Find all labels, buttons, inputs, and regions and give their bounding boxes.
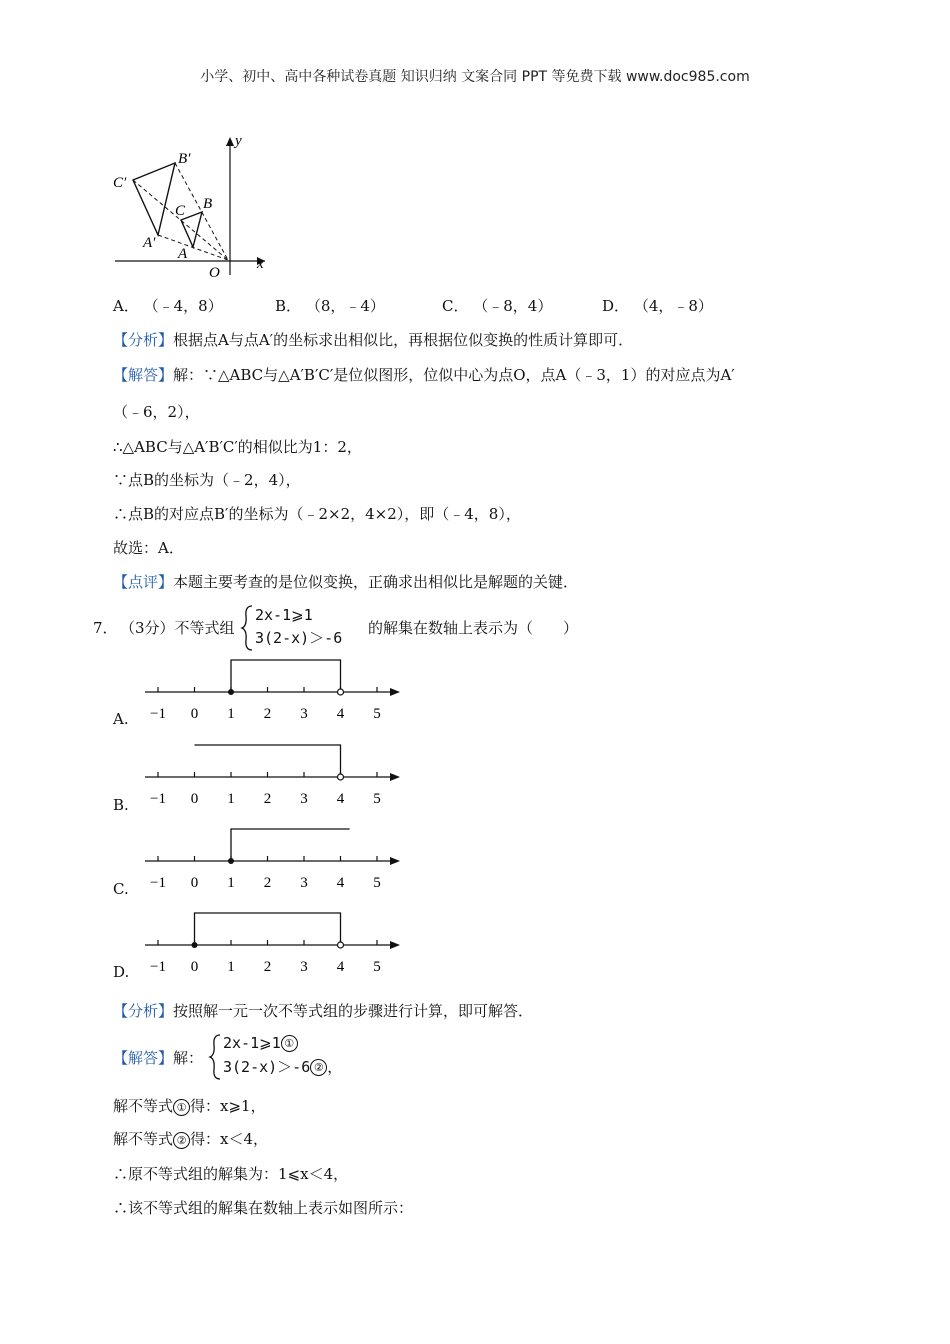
q6-comment: 【点评】本题主要考查的是位似变换，正确求出相似比是解题的关键． xyxy=(113,573,579,591)
number-line-tick-label: 3 xyxy=(300,706,308,722)
homothety-figure xyxy=(105,125,285,285)
q6-answer-line5: ∴点B的对应点B′的坐标为（﹣2×2，4×2），即（﹣4，8）， xyxy=(113,505,521,523)
q6-option-a: A． （﹣4，8） xyxy=(113,297,223,315)
y-axis-arrow xyxy=(226,137,234,146)
label-a-prime: A′ xyxy=(143,235,156,251)
q7-step4: ∴该不等式组的解集在数轴上表示如图所示： xyxy=(113,1199,414,1217)
number-line-tick-label: 5 xyxy=(373,791,381,807)
number-line-tick-label: −1 xyxy=(150,706,166,722)
label-b-prime: B′ xyxy=(178,151,191,167)
q6-answer-line1: 【解答】解：∵△ABC与△A′B′C′是位似图形，位似中心为点O，点A（﹣3，1）的对应点为A′ xyxy=(113,366,735,384)
q7-number: 7． xyxy=(93,619,118,637)
q7-step3: ∴原不等式组的解集为：1⩽x＜4， xyxy=(113,1165,349,1183)
closed-endpoint xyxy=(228,689,234,695)
q6-analysis: 【分析】根据点A与点A′的坐标求出相似比，再根据位似变换的性质计算即可． xyxy=(113,331,634,349)
label-b: B xyxy=(203,196,213,212)
label-c: C xyxy=(175,203,186,219)
q6-answer-line3: ∴△ABC与△A′B′C′的相似比为1：2， xyxy=(113,438,362,456)
number-line-tick-label: 0 xyxy=(190,706,199,722)
number-line-tick-label: 2 xyxy=(263,959,272,975)
label-y: y xyxy=(235,133,242,149)
q6-option-c: C． （﹣8，4） xyxy=(442,297,553,315)
number-line-d xyxy=(140,908,410,978)
q6-answer-line4: ∵点B的坐标为（﹣2，4）， xyxy=(113,471,301,489)
number-line-arrow xyxy=(390,688,400,696)
number-line-tick-label: 5 xyxy=(373,706,381,722)
number-line-tick-label: −1 xyxy=(150,959,166,975)
circle-one-mark: ① xyxy=(281,1035,298,1052)
open-endpoint xyxy=(338,774,344,780)
number-line-tick-label: −1 xyxy=(150,791,166,807)
q6-answer-line2: （﹣6，2）， xyxy=(113,403,200,421)
number-line-tick-label: 0 xyxy=(190,791,199,807)
q7-brace-icon xyxy=(240,604,254,652)
open-endpoint xyxy=(338,689,344,695)
label-o: O xyxy=(209,265,220,281)
number-line-b xyxy=(140,740,410,810)
solution-interval-bracket xyxy=(231,829,350,861)
q7-option-c-label: C. xyxy=(113,880,129,898)
number-line-tick-label: 5 xyxy=(373,959,381,975)
closed-endpoint xyxy=(192,942,198,948)
open-endpoint xyxy=(338,942,344,948)
number-line-tick-label: 1 xyxy=(227,791,235,807)
q7-step1: 解不等式 ① 得：x⩾1， xyxy=(113,1097,266,1115)
label-a: A xyxy=(178,246,188,262)
number-line-arrow xyxy=(390,857,400,865)
q7-answer-prefix: 【解答】解： xyxy=(113,1049,204,1067)
number-line-tick-label: −1 xyxy=(150,875,166,891)
q6-answer-line6: 故选：A． xyxy=(113,539,184,557)
number-line-arrow xyxy=(390,941,400,949)
number-line-tick-label: 0 xyxy=(190,959,199,975)
number-line-tick-label: 2 xyxy=(263,706,272,722)
q6-option-b: B． （8，﹣4） xyxy=(275,297,385,315)
circle-two-mark: ② xyxy=(173,1132,190,1149)
circle-one-mark: ① xyxy=(173,1099,190,1116)
closed-endpoint xyxy=(228,858,234,864)
q7-answer-row2: 3(2-x)＞-6 ② ， xyxy=(223,1058,343,1076)
q7-option-d-label: D. xyxy=(113,963,130,981)
page-header: 小学、初中、高中各种试卷真题 知识归纳 文案合同 PPT 等免费下载 www.doc985.com xyxy=(200,69,750,85)
number-line-tick-label: 4 xyxy=(336,959,345,975)
q7-score: （3分）不等式组 xyxy=(120,619,235,637)
number-line-tick-label: 3 xyxy=(300,875,308,891)
label-x: x xyxy=(257,256,264,272)
q7-option-a-label: A. xyxy=(113,710,129,728)
number-line-tick-label: 1 xyxy=(227,959,235,975)
q7-system-row2: 3(2-x)＞-6 xyxy=(255,629,343,647)
number-line-tick-label: 1 xyxy=(227,706,235,722)
number-line-tick-label: 2 xyxy=(263,791,272,807)
number-line-c xyxy=(140,824,410,894)
q7-analysis: 【分析】按照解一元一次不等式组的步骤进行计算，即可解答． xyxy=(113,1002,534,1020)
q7-step2: 解不等式 ② 得：x＜4， xyxy=(113,1130,269,1148)
q7-suffix: 的解集在数轴上表示为（ ） xyxy=(368,619,579,637)
triangle-a-prime-b-prime-c-prime xyxy=(133,163,175,235)
number-line-tick-label: 5 xyxy=(373,875,381,891)
number-line-tick-label: 4 xyxy=(336,875,345,891)
q6-option-d: D． （4，﹣8） xyxy=(602,297,713,315)
q7-system-row1: 2x-1⩾1 xyxy=(255,606,313,624)
number-line-tick-label: 3 xyxy=(300,791,308,807)
solution-interval-bracket xyxy=(231,660,341,692)
number-line-tick-label: 0 xyxy=(190,875,199,891)
number-line-tick-label: 1 xyxy=(227,875,235,891)
number-line-tick-label: 2 xyxy=(263,875,272,891)
label-c-prime: C′ xyxy=(113,175,127,191)
circle-two-mark: ② xyxy=(310,1059,327,1076)
q7-answer-brace-icon xyxy=(208,1033,222,1081)
ray-oa xyxy=(158,235,228,260)
number-line-arrow xyxy=(390,773,400,781)
number-line-tick-label: 4 xyxy=(336,791,345,807)
number-line-a xyxy=(140,655,410,725)
q7-answer-row1: 2x-1⩾1 ① xyxy=(223,1033,298,1053)
q7-option-b-label: B. xyxy=(113,796,129,814)
number-line-tick-label: 3 xyxy=(300,959,308,975)
number-line-tick-label: 4 xyxy=(336,706,345,722)
